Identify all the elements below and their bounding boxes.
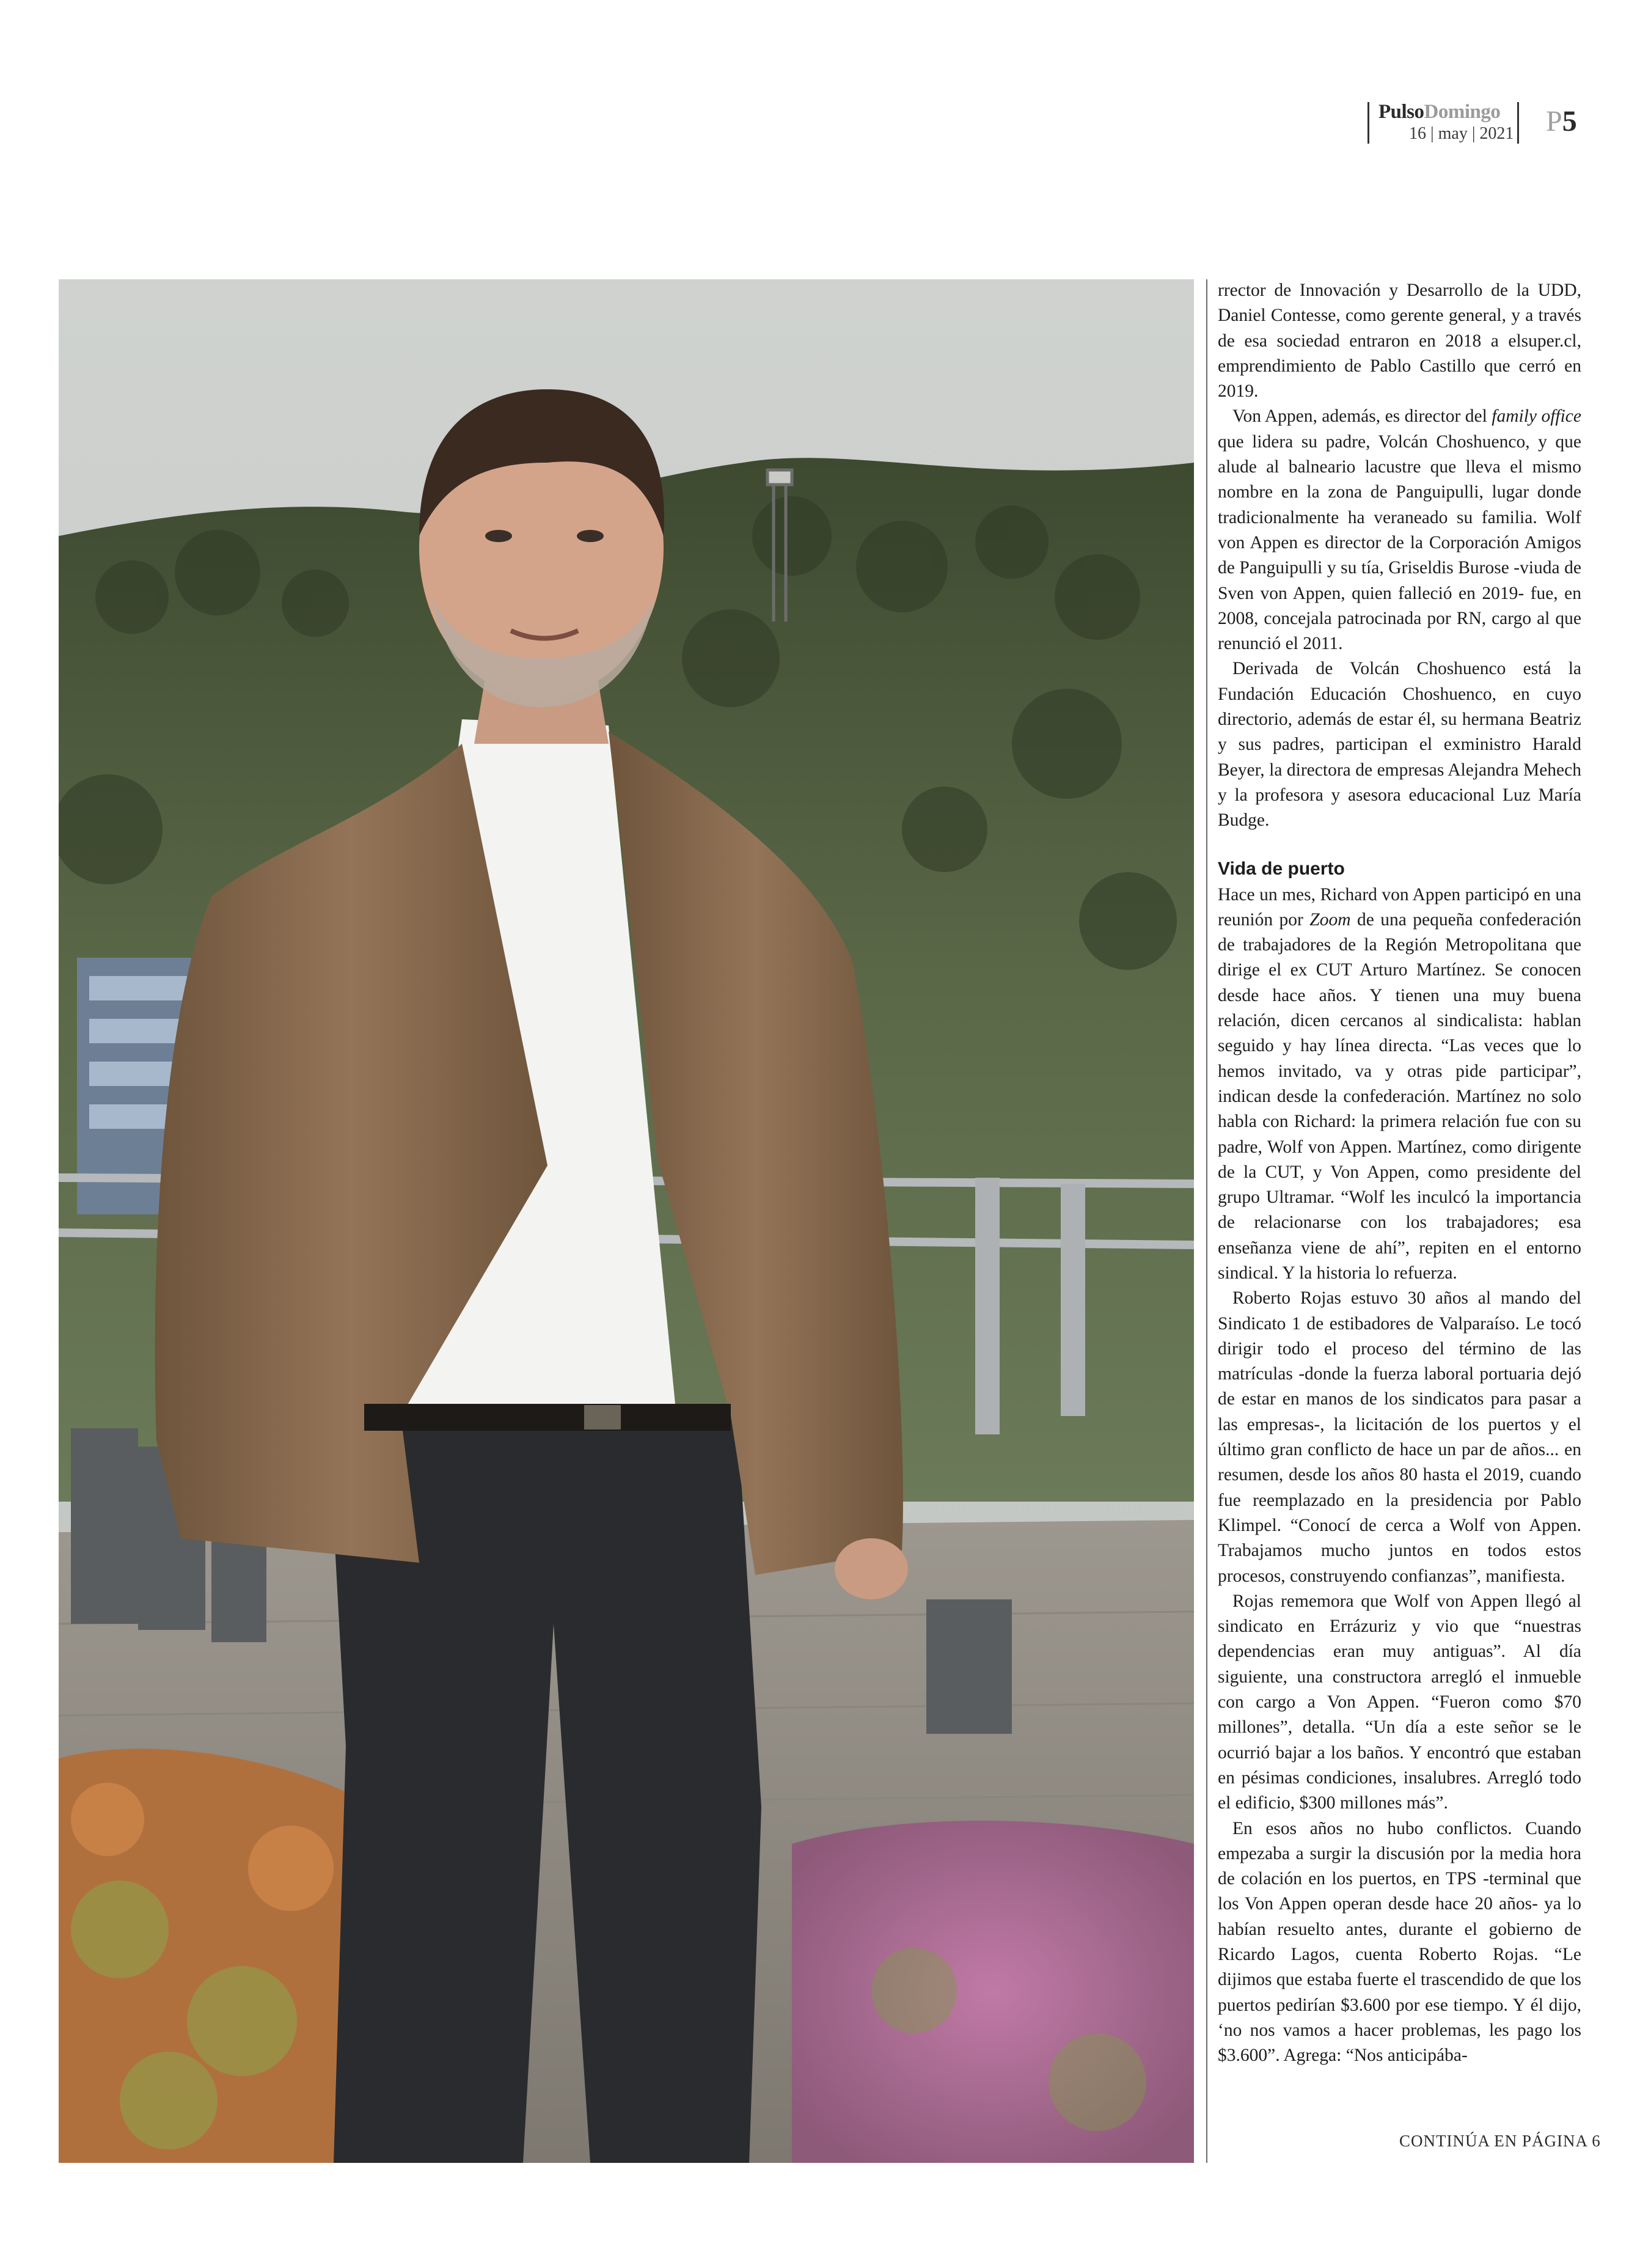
article-body bbox=[1218, 278, 1581, 2068]
article-paragraph: Rojas rememora que Wolf von Appen llegó al sindicato en Errázuriz y vio que “nuestras dependencias eran muy antiguas”. Al día siguiente, una constructora arregló el inmueble con cargo a Von Appen. “Fueron como $70 millones”, detalla. “Un día a este señor se le ocurrió bajar a los baños. Y encontró que estaban en pésimas condiciones, insalubres. Arregló todo el edificio, $300 millones más”. bbox=[1218, 1591, 1581, 1813]
continuation-note[interactable]: CONTINÚA EN PÁGINA 6 bbox=[1399, 2132, 1601, 2150]
header-divider bbox=[1517, 102, 1519, 144]
section-subhead: Vida de puerto bbox=[1218, 858, 1345, 879]
article-paragraph: rrector de Innovación y Desarrollo de la UDD, Daniel Contesse, como gerente general, y a través de esa sociedad entraron en 2018 a elsuper.cl, emprendimiento de Pablo Castillo que cerró en 2019. bbox=[1218, 281, 1581, 402]
article-paragraph: Derivada de Volcán Choshuenco está la Fundación Educación Choshuenco, en cuyo directorio, además de estar él, su hermana Beatriz y sus padres, participan el exministro Harald Beyer, la directora de empresas Alejandra Mehech y la profesora y asesora educacional Luz María Budge. bbox=[1218, 659, 1581, 831]
page-header bbox=[1367, 101, 1600, 145]
column-divider bbox=[1206, 279, 1207, 2163]
article-paragraph: En esos años no hubo conflictos. Cuando empezaba a surgir la discusión por la media hora de colación en los puertos, en TPS -terminal que los Von Appen operan desde hace 20 años- ya lo habían resuelto antes, durante el gobierno de Ricardo Lagos, cuenta Roberto Rojas. “Le dijimos que estaba fuerte el trascendido de que los puertos pedirían $3.600 por ese tiempo. Y él dijo, ‘no nos vamos a hacer problemas, les pago los $3.600”. Agrega: “Nos anticipába- bbox=[1218, 1818, 1581, 2066]
header-divider bbox=[1367, 102, 1369, 144]
publication-brand: PulsoDomingo bbox=[1378, 101, 1501, 123]
portrait-photo bbox=[59, 279, 1194, 2163]
article-paragraph: Von Appen, además, es director del family office que lidera su padre, Volcán Choshuenco, y que alude al balneario lacustre que lleva el mismo nombre en la zona de Panguipulli, lugar donde tradicionalmente ha veraneado su familia. Wolf von Appen es director de la Corporación Amigos de Panguipulli y su tía, Griseldis Burose -viuda de Sven von Appen, quien falleció en 2019- fue, en 2008, concejala patrocinada por RN, cargo al que renunció el 2011. bbox=[1218, 406, 1581, 654]
article-paragraph: Roberto Rojas estuvo 30 años al mando del Sindicato 1 de estibadores de Valparaíso. Le tocó dirigir todo el proceso del término de las matrículas -donde la fuerza laboral portuaria dejó de estar en manos de los sindicatos para pasar a las empresas-, la licitación de los puertos y el último gran conflicto de hace un par de años... en resumen, desde los años 80 hasta el 2019, cuando fue reemplazado en la presidencia por Pablo Klimpel. “Conocí de cerca a Wolf von Appen. Trabajamos mucho juntos en todos estos procesos, construyendo confianzas”, manifiesta. bbox=[1218, 1288, 1581, 1586]
publication-date: 16 | may | 2021 bbox=[1409, 124, 1514, 143]
page-number: P5 bbox=[1546, 105, 1577, 138]
article-paragraph: Hace un mes, Richard von Appen participó en una reunión por Zoom de una pequeña confederación de trabajadores de la Región Metropolitana que dirige el ex CUT Arturo Martínez. Se conocen desde hace años. Y tienen una muy buena relación, dicen cercanos al sindicalista: hablan seguido y hay línea directa. “Las veces que lo hemos invitado, va y otras pide participar”, indican desde la confederación. Martínez no solo habla con Richard: la primera relación fue con su padre, Wolf von Appen. Martínez, como dirigente de la CUT, y Von Appen, como presidente del grupo Ultramar. “Wolf les inculcó la importancia de relacionarse con los trabajadores; esa enseñanza viene de ahí”, repiten en el entorno sindical. Y la historia lo refuerza. bbox=[1218, 884, 1582, 1283]
